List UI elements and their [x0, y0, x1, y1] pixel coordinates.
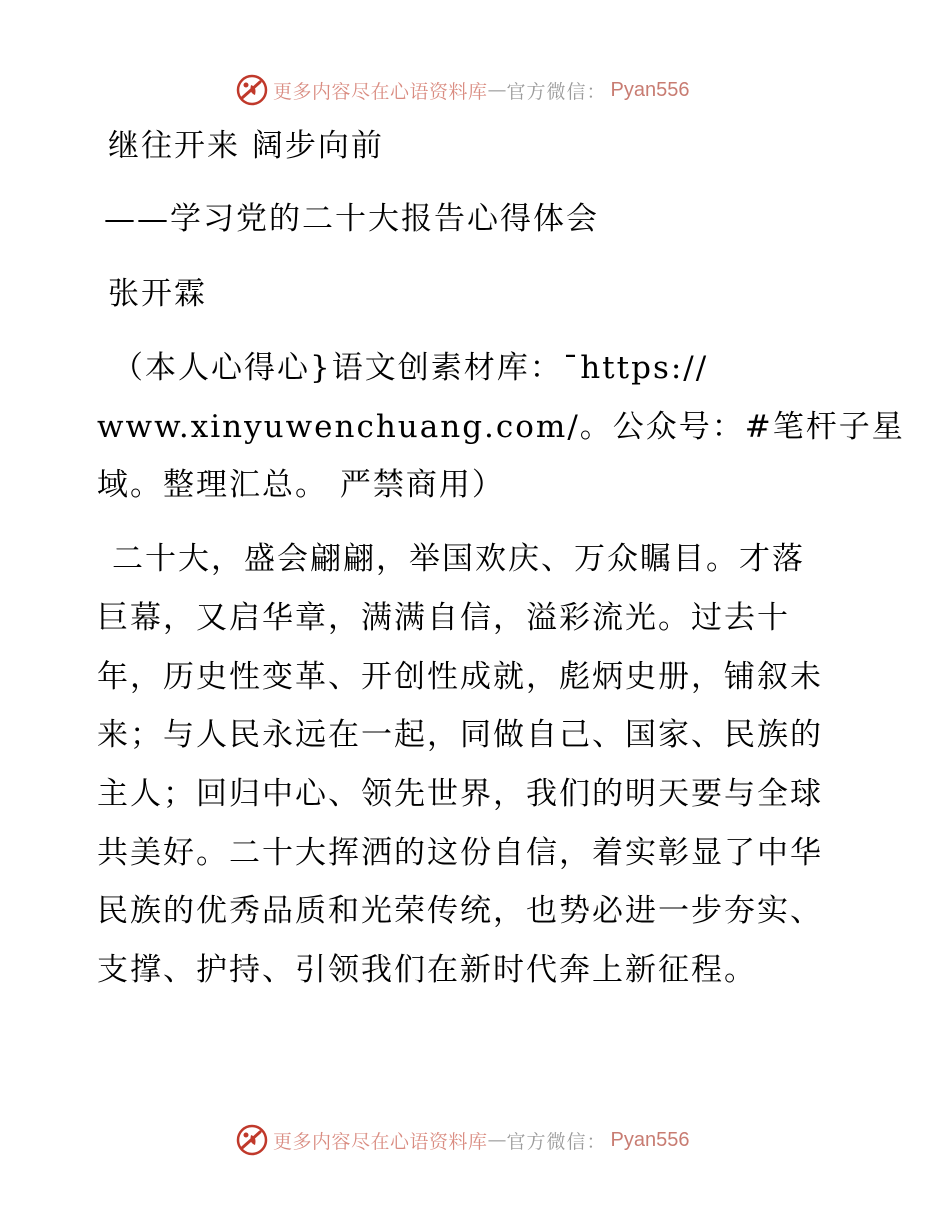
header-watermark — [235, 72, 690, 108]
watermark-id: Pyan556 — [610, 1128, 690, 1151]
body-line: 民族的优秀品质和光荣传统，也势必进一步夯实、 — [97, 893, 823, 929]
document-title: 继往开来 阔步向前 — [108, 128, 384, 164]
body-line: 来；与人民永远在一起，同做自己、国家、民族的 — [97, 717, 823, 753]
watermark-dash: — — [487, 1129, 507, 1151]
watermark-label: 官方微信： — [506, 80, 607, 103]
body-line: 主人；回归中心、领先世界，我们的明天要与全球 — [97, 776, 823, 812]
body-line: 支撑、护持、引领我们在新时代奔上新征程。 — [97, 952, 757, 988]
watermark-text: 更多内容尽在心语资料库 — [273, 1130, 488, 1153]
watermark-label: 官方微信： — [506, 1130, 607, 1153]
notice-line: 域。整理汇总。 严禁商用） — [97, 467, 505, 503]
red-seal-logo-icon — [235, 73, 269, 107]
body-line: 二十大，盛会翩翩，举国欢庆、万众瞩目。才落 — [112, 541, 805, 577]
footer-watermark — [235, 1122, 690, 1158]
notice-line: （本人心得心}语文创素材库：¯https:// — [112, 350, 709, 386]
document-subtitle: ——学习党的二十大报告心得体会 — [104, 201, 599, 237]
document-author: 张开霖 — [108, 276, 207, 312]
red-seal-logo-icon — [235, 1123, 269, 1157]
body-line: 年，历史性变革、开创性成就，彪炳史册，铺叙未 — [97, 659, 823, 695]
watermark-dash: — — [487, 79, 507, 101]
body-line: 共美好。二十大挥洒的这份自信，着实彰显了中华 — [97, 835, 823, 871]
watermark-id: Pyan556 — [610, 78, 690, 101]
watermark-text: 更多内容尽在心语资料库 — [273, 80, 488, 103]
body-line: 巨幕，又启华章，满满自信，溢彩流光。过去十 — [97, 600, 790, 636]
notice-line: www.xinyuwenchuang.com/。公众号：#笔杆子星 — [97, 409, 905, 445]
